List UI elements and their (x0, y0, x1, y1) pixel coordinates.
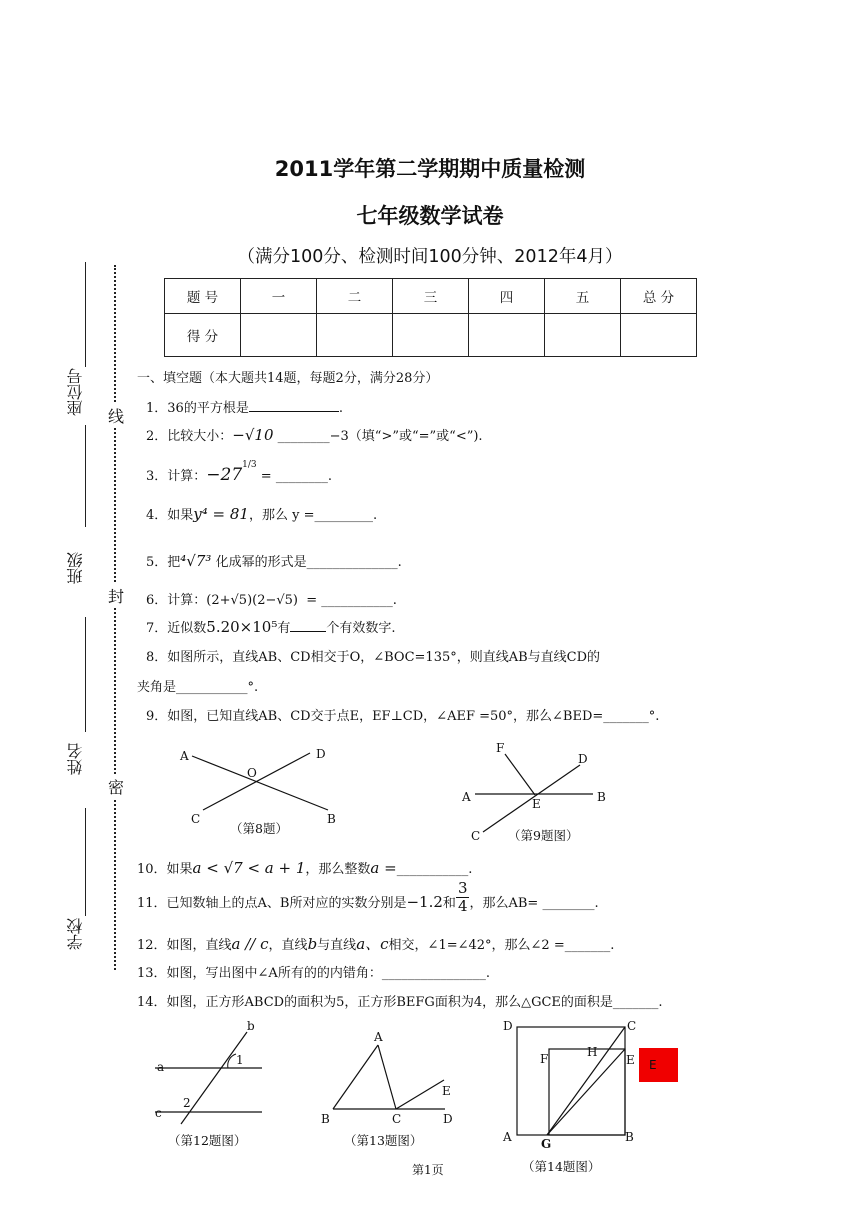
q6-text: 6．计算： (146, 593, 207, 608)
class-blank-line (85, 425, 86, 527)
binding-dotted-line (114, 265, 116, 970)
red-box-label: E (649, 1058, 657, 1072)
seal-mi: 密 (108, 775, 124, 798)
score-input-cell[interactable] (545, 314, 621, 357)
red-box (639, 1048, 678, 1082)
score-table (164, 278, 697, 357)
point-label: C (627, 1019, 637, 1033)
score-cell: 总 分 (621, 279, 697, 314)
figure-12-caption: （第12题图） (168, 1133, 247, 1148)
question-12 (137, 933, 614, 954)
q12-math-c: a、c (356, 935, 389, 953)
q5-text: 5．把 (146, 555, 181, 570)
question-4 (146, 504, 377, 523)
exam-subject-title: 七年级数学试卷 (356, 204, 504, 228)
q10-math-b: a = (370, 859, 397, 877)
point-label: A (180, 749, 189, 763)
question-7 (146, 617, 396, 636)
question-8-line2: 夹角是___________°. (137, 680, 259, 695)
q7-math: 5.20×10⁵ (206, 618, 278, 636)
question-9: 9．如图，已知直线AB、CD交于点E，EF⊥CD，∠AEF =50°，那么∠BED=_______°. (146, 709, 660, 724)
q6-text-b: = ___________. (306, 593, 397, 608)
point-label: F (496, 741, 505, 755)
q1-text: 1．36的平方根是 (146, 401, 249, 416)
segment-ge (547, 1049, 625, 1135)
point-label: C (392, 1112, 402, 1126)
line-cd (203, 753, 310, 810)
point-label: D (443, 1112, 453, 1126)
ray-ef (505, 754, 535, 795)
score-cell: 题 号 (165, 279, 241, 314)
q4-text-b: ，那么 y =_________. (248, 508, 378, 523)
angle-label: 1 (236, 1053, 244, 1067)
q10-text: 10．如果 (137, 862, 193, 877)
line-ab (192, 756, 328, 810)
question-3 (146, 459, 332, 485)
segment-ab (333, 1045, 378, 1109)
point-label: B (321, 1112, 330, 1126)
seat-blank-line (85, 262, 86, 367)
segment-ac (378, 1045, 396, 1109)
q5-math: ⁴√7³ (180, 552, 212, 570)
line-label: a (157, 1060, 165, 1074)
q3-exponent: 1/3 (242, 459, 257, 470)
point-label: H (587, 1045, 598, 1059)
figure-13-caption: （第13题图） (344, 1133, 423, 1148)
point-label: A (503, 1130, 512, 1144)
q12-text: 12．如图，直线 (137, 938, 232, 953)
seal-feng: 封 (108, 584, 124, 607)
figure-14 (495, 1015, 645, 1150)
point-label: E (442, 1084, 451, 1098)
score-table-header-row (165, 279, 697, 314)
question-5 (146, 551, 402, 570)
score-cell: 三 (393, 279, 469, 314)
figure-14-caption: （第14题图） (522, 1159, 601, 1174)
q11-math: −1.2 (406, 893, 443, 911)
q3-text-b: = ________. (260, 469, 332, 484)
score-input-cell[interactable] (317, 314, 393, 357)
question-8-line1: 8．如图所示，直线AB、CD相交于O，∠BOC=135°，则直线AB与直线CD的 (146, 650, 601, 665)
q12-text-b: ，直线 (268, 938, 308, 953)
question-10 (137, 858, 472, 877)
q3-math: −27 (206, 465, 243, 485)
q11-denominator: 4 (457, 897, 468, 915)
q11-numerator: 3 (457, 879, 468, 897)
q2-math: −√10 (232, 426, 274, 444)
q2-text-b: ________−3（填“>”或“=”或“<”). (277, 429, 483, 444)
point-label: A (374, 1030, 383, 1044)
point-label: B (327, 812, 336, 826)
q12-math-b: b (307, 935, 318, 953)
q6-math: (2+√5)(2−√5) (206, 593, 299, 608)
point-label: E (532, 797, 541, 811)
figure-13 (318, 1025, 468, 1130)
q2-text: 2．比较大小： (146, 429, 233, 444)
section-heading: 一、填空题（本大题共14题，每题2分，满分28分） (137, 371, 439, 386)
q7-text-c: 个有效数字. (326, 621, 396, 636)
figure-8-caption: （第8题） (230, 821, 288, 836)
school-label: 学校 (66, 918, 85, 950)
square-abcd (517, 1027, 625, 1135)
q11-text-c: ，那么AB= (469, 896, 539, 911)
q11-text: 11．已知数轴上的点A、B所对应的实数分别是 (137, 896, 407, 911)
q3-text: 3．计算： (146, 469, 207, 484)
answer-blank[interactable] (290, 618, 326, 632)
point-label: B (597, 790, 606, 804)
question-11 (137, 880, 599, 915)
score-cell: 五 (545, 279, 621, 314)
point-label: B (625, 1130, 634, 1144)
page-number: 第1页 (412, 1163, 444, 1177)
q4-math: y⁴ = 81 (193, 505, 249, 523)
q7-text: 7．近似数 (146, 621, 207, 636)
q12-math: a // c (231, 935, 269, 953)
question-6 (146, 589, 397, 608)
score-cell: 一 (241, 279, 317, 314)
question-1 (146, 397, 343, 416)
exam-title: 2011学年第二学期期中质量检测 (274, 157, 586, 181)
line-label: c (155, 1106, 162, 1120)
class-label: 班级 (66, 552, 85, 584)
point-label: O (247, 766, 257, 780)
line-label: b (247, 1019, 255, 1033)
q10-text-b: ，那么整数 (305, 862, 371, 877)
point-label: A (462, 790, 471, 804)
point-label: D (503, 1019, 513, 1033)
question-13: 13．如图，写出图中∠A所有的的内错角：________________. (137, 966, 490, 981)
score-input-cell[interactable] (469, 314, 545, 357)
seat-label: 座位号 (66, 368, 85, 416)
q4-text: 4．如果 (146, 508, 194, 523)
school-blank-line (85, 808, 86, 916)
figure-9-caption: （第9题图） (508, 828, 579, 843)
q1-end: . (338, 401, 343, 416)
name-blank-line (85, 617, 86, 732)
question-2 (146, 425, 483, 444)
point-label: D (578, 752, 588, 766)
name-label: 姓名 (66, 743, 85, 775)
seal-xian: 线 (108, 404, 124, 427)
q7-text-b: 有 (277, 621, 291, 636)
point-label: C (191, 812, 201, 826)
point-label: D (316, 747, 326, 761)
q10-text-d: ___________. (396, 862, 473, 877)
ray-ce (396, 1080, 444, 1109)
q11-text-d: ________. (542, 896, 599, 911)
angle-1-arc (228, 1054, 236, 1068)
angle-label: 2 (183, 1096, 191, 1110)
q5-text-b: 化成幂的形式是______________. (215, 555, 402, 570)
line-b (181, 1032, 247, 1124)
exam-subtitle: （满分100分、检测时间100分钟、2012年4月） (237, 247, 623, 267)
segment-gc (547, 1027, 625, 1135)
score-table-score-row (165, 314, 697, 357)
answer-blank[interactable] (249, 398, 339, 412)
score-input-cell[interactable] (241, 314, 317, 357)
point-label: E (626, 1053, 635, 1067)
point-label: C (471, 829, 481, 843)
q12-text-c: 与直线 (317, 938, 357, 953)
point-label: G (541, 1137, 552, 1150)
score-cell: 得 分 (165, 314, 241, 357)
score-input-cell[interactable] (621, 314, 697, 357)
score-input-cell[interactable] (393, 314, 469, 357)
question-14: 14．如图，正方形ABCD的面积为5，正方形BEFG面积为4，那么△GCE的面积是_______. (137, 995, 663, 1010)
score-cell: 四 (469, 279, 545, 314)
q11-text-b: 和 (442, 896, 456, 911)
q11-fraction (456, 880, 470, 915)
score-cell: 二 (317, 279, 393, 314)
q10-math: a < √7 < a + 1 (192, 859, 306, 877)
figure-12 (150, 1018, 270, 1128)
q12-text-d: 相交，∠1=∠42°，那么∠2 =_______. (388, 938, 615, 953)
point-label: F (540, 1052, 549, 1066)
